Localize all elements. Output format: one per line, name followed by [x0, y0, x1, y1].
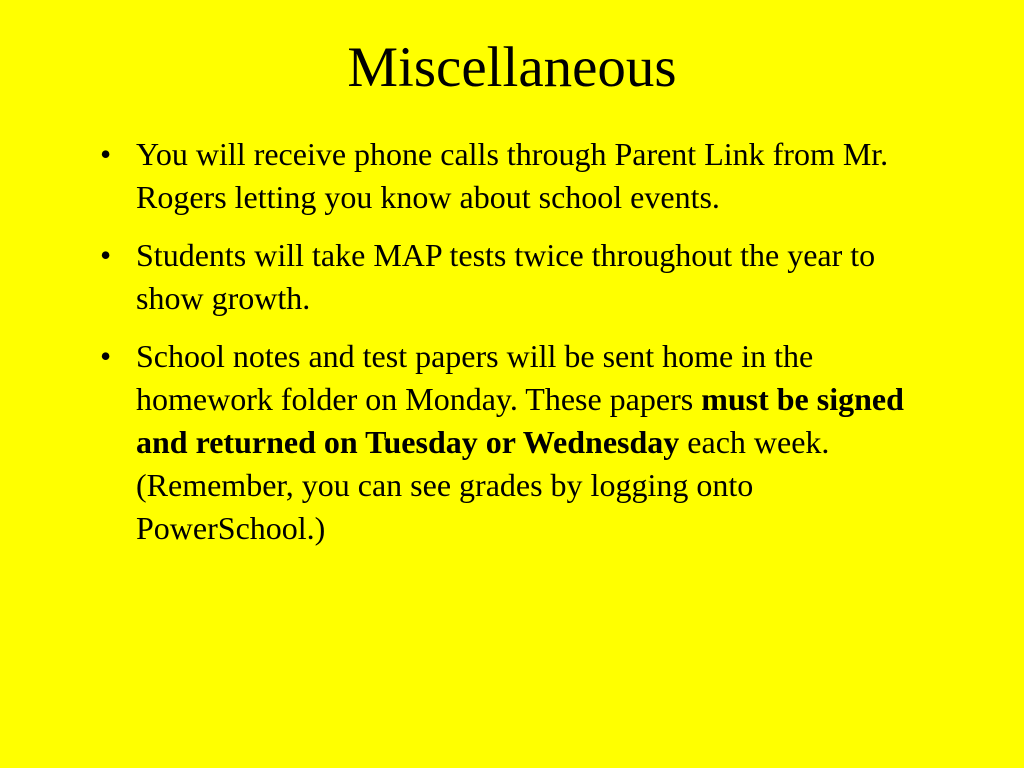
bullet-item-school-notes	[100, 335, 950, 550]
bullet-icon: •	[100, 237, 112, 273]
bullet-item-parent-link	[100, 133, 950, 219]
bullet-icon: •	[100, 136, 112, 172]
bullet-text-continued: each week. (Remember, you can see grades by logging onto PowerSchool.)	[136, 424, 830, 546]
bullet-list	[100, 133, 950, 565]
bullet-text: Students will take MAP tests twice throughout the year to show growth.	[136, 237, 876, 316]
bullet-text: School notes and test papers will be sent home in the homework folder on Monday. These papers	[136, 338, 814, 417]
bullet-text: You will receive phone calls through Parent Link from Mr. Rogers letting you know about school events.	[136, 136, 889, 215]
slide-title: Miscellaneous	[347, 36, 677, 99]
bullet-icon: •	[100, 338, 112, 374]
bullet-item-map-tests	[100, 234, 950, 320]
bullet-bold-text: must be signed and returned on Tuesday or Wednesday	[136, 381, 904, 460]
